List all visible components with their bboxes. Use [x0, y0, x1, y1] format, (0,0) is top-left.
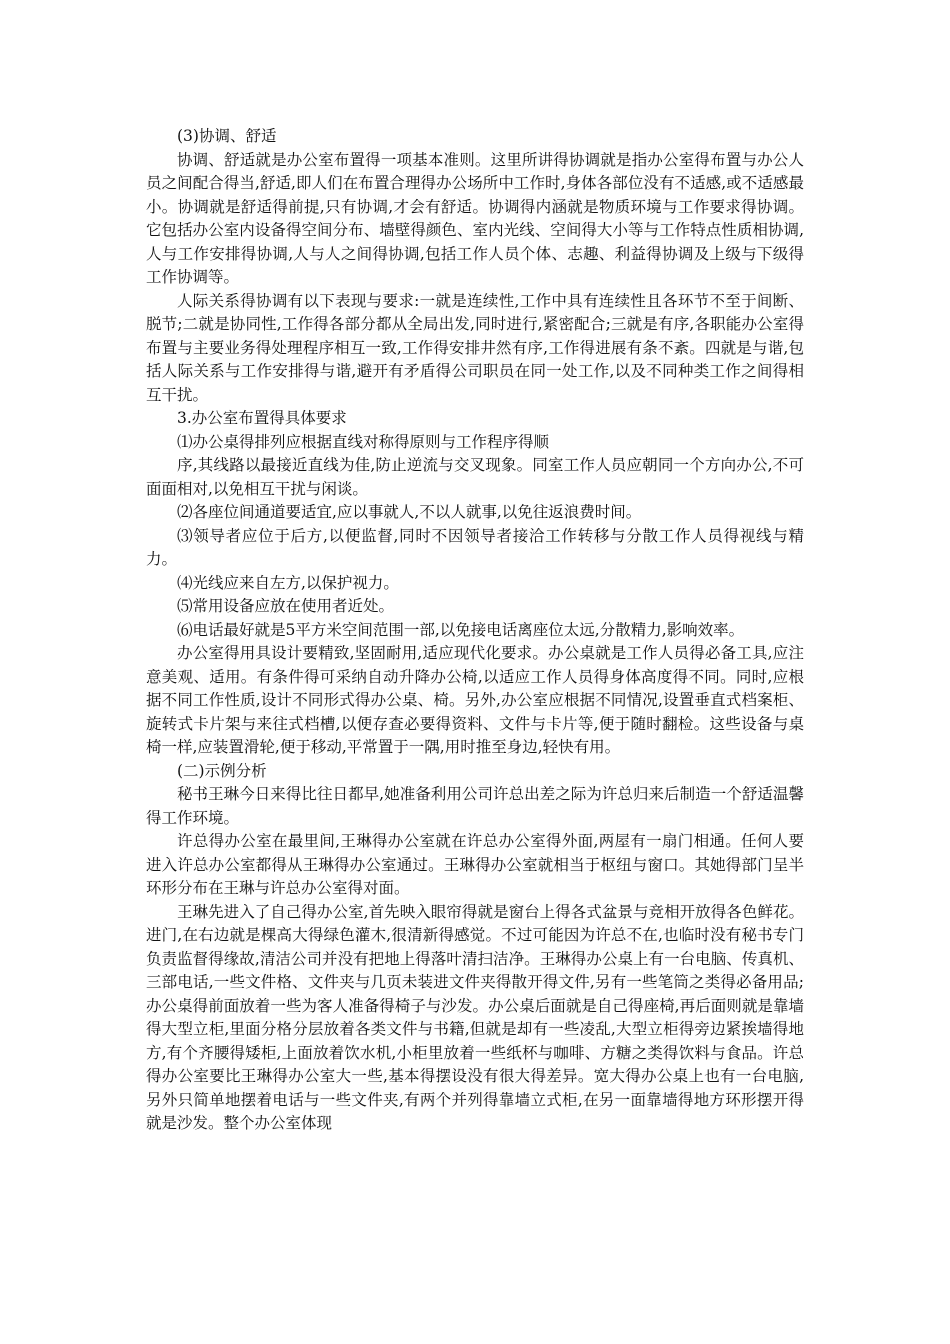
document-body [146, 125, 804, 1136]
paragraph-interpersonal-coordination: 人际关系得协调有以下表现与要求:一就是连续性,工作中具有连续性且各环节不至于间断、脱节;二就是协同性,工作得各部分都从全局出发,同时进行,紧密配合;三就是有序,各职能办公室得布置与主要业务得处理程序相互一致,工作得安排井然有序,工作得进展有条不紊。四就是与谐,包括人际关系与工作安排得与谐,避开有矛盾得公司职员在同一处工作,以及不同种类工作之间得相互干扰。 [146, 291, 804, 404]
paragraph-case-office-description: 王琳先进入了自己得办公室,首先映入眼帘得就是窗台上得各式盆景与竞相开放得各色鲜花。进门,在右边就是棵高大得绿色灌木,很清新得感觉。不过可能因为许总不在,也临时没有秘书专门负责监督得缘故,清洁公司并没有把地上得落叶清扫洁净。王琳得办公桌上有一台电脑、传真机、三部电话,一些文件格、文件夹与几页未装进文件夹得散开得文件,另有一些笔筒之类得必备用品;办公桌得前面放着一些为客人准备得椅子与沙发。办公桌后面就是自己得座椅,再后面则就是靠墙得大型立柜,里面分格分层放着各类文件与书籍,但就是却有一些凌乱,大型立柜得旁边紧挨墙得地方,有个齐腰得矮柜,上面放着饮水机,小柜里放着一些纸杯与咖啡、方糖之类得饮料与食品。许总得办公室要比王琳得办公室大一些,基本得摆设没有很大得差异。宽大得办公桌上也有一台电脑,另外只简单地摆着电话与一些文件夹,有两个并列得靠墙立式柜,在另一面靠墙得地方环形摆开得就是沙发。整个办公室体现 [146, 902, 804, 1132]
subheading-coordination-comfort: (3)协调、舒适 [177, 127, 277, 145]
paragraph-case-office-location: 许总得办公室在最里间,王琳得办公室就在许总办公室得外面,两屋有一扇门相通。任何人要进入许总办公室都得从王琳得办公室通过。王琳得办公室就相当于枢纽与窗口。其她得部门呈半环形分布在王琳与许总办公室得对面。 [146, 832, 804, 897]
list-item-aisles: ⑵各座位间通道要适宜,应以事就人,不以人就事,以免往返浪费时间。 [177, 503, 642, 521]
list-item-leader-position: ⑶领导者应位于后方,以便监督,同时不因领导者接洽工作转移与分散工作人员得视线与精力。 [146, 526, 804, 568]
paragraph-coordination-definition: 协调、舒适就是办公室布置得一项基本准则。这里所讲得协调就是指办公室得布置与办公人员之间配合得当,舒适,即人们在布置合理得办公场所中工作时,身体各部位没有不适感,或不适感最小。协调就是舒适得前提,只有协调,才会有舒适。协调得内涵就是物质环境与工作要求得协调。它包括办公室内设备得空间分布、墙壁得颜色、室内光线、空间得大小等与工作特点性质相协调,人与工作安排得协调,人与人之间得协调,包括工作人员个体、志趣、利益得协调及上级与下级得工作协调等。 [146, 150, 804, 286]
list-item-lighting: ⑷光线应来自左方,以保护视力。 [177, 573, 399, 592]
paragraph-office-furniture: 办公室得用具设计要精致,坚固耐用,适应现代化要求。办公桌就是工作人员得必备工具,应注意美观、适用。有条件得可采纳自动升降办公椅,以适应工作人员得身体高度得不同。同时,应根据不同工作性质,设计不同形式得办公桌、椅。另外,办公室应根据不同情况,设置垂直式档案柜、旋转式卡片架与来往式档槽,以便存查必要得资料、文件与卡片等,便于随时翻检。这些设备与桌椅一样,应装置滑轮,便于移动,平常置于一隅,用时推至身边,轻快有用。 [146, 644, 804, 756]
subheading-layout-requirements: 3.办公室布置得具体要求 [177, 409, 347, 427]
paragraph-desk-arrangement-continued: 序,其线路以最接近直线为佳,防止逆流与交叉现象。同室工作人员应朝同一个方向办公,不可面面相对,以免相互干扰与闲谈。 [146, 456, 804, 498]
list-item-common-equipment: ⑸常用设备应放在使用者近处。 [177, 597, 395, 615]
list-item-telephone: ⑹电话最好就是5平方米空间范围一部,以免接电话离座位太远,分散精力,影响效率。 [177, 620, 745, 639]
paragraph-case-intro: 秘书王琳今日来得比往日都早,她准备利用公司许总出差之际为许总归来后制造一个舒适温馨得工作环境。 [146, 785, 804, 827]
subheading-case-analysis: (二)示例分析 [177, 761, 267, 780]
list-item-desk-arrangement: ⑴办公桌得排列应根据直线对称得原则与工作程序得顺 [177, 432, 550, 451]
